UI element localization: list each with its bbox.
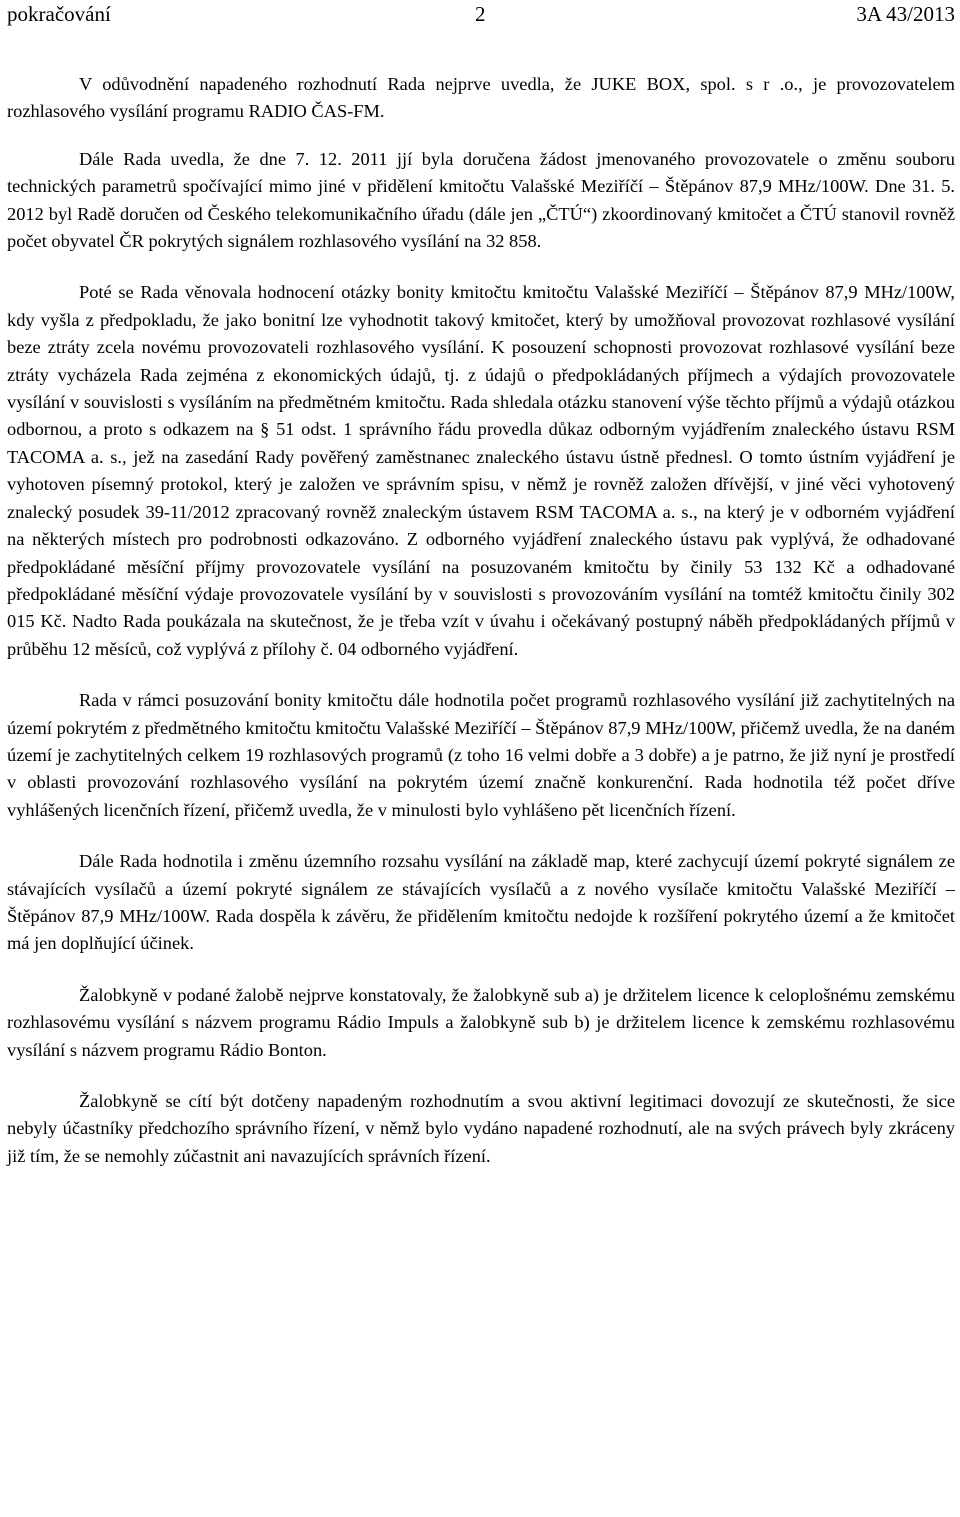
page-number: 2 [475,2,486,26]
paragraph-justification-intro: V odůvodnění napadeného rozhodnutí Rada nejprve uvedla, že JUKE BOX, spol. s r .o., je provozovatelem rozhlasového vysílání programu RADIO ČAS-FM. [7,74,955,122]
paragraph-program-count: Rada v rámci posuzování bonity kmitočtu dále hodnotila počet programů rozhlasového vysílání již zachytitelných na území pokrytém z předmětného kmitočtu kmitočtu Valašské Meziříčí – Štěpánov 87,9 MHz/100W, přičemž uvedla, že na daném území je zachytitelných celkem 19 rozhlasových programů (z toho 16 velmi dobře a 3 dobře) a je patrno, že již nyní je prostředí v oblasti provozování rozhlasového vysílání na pokrytém území značně konkurenční. Rada hodnotila též počet dříve vyhlášených licenčních řízení, přičemž uvedla, že v minulosti bylo vyhlášeno pět licenčních řízení. [7,690,955,820]
page-header [7,0,955,30]
paragraph-plaintiffs-standing: Žalobkyně se cítí být dotčeny napadeným rozhodnutím a svou aktivní legitimaci dovozují ze skutečnosti, že sice nebyly účastníky předchozího správního řízení, v němž bylo vydáno napadené rozhodnutí, ale na svých právech byly zkráceny již tím, že se nemohly zúčastnit ani navazujících správních řízení. [7,1091,955,1166]
case-number: 3A 43/2013 [856,2,955,26]
paragraph-frequency-value-assessment: Poté se Rada věnovala hodnocení otázky bonity kmitočtu kmitočtu Valašské Meziříčí – Štěpánov 87,9 MHz/100W, kdy vyšla z předpokladu, že jako bonitní lze vyhodnotit takový kmitočet, který by umožňoval provozovat rozhlasové vysílání beze ztráty zcela novému provozovateli rozhlasového vysílání. K posouzení schopnosti provozovat rozhlasové vysílání beze ztráty vycházela Rada zejména z ekonomických údajů, tj. z údajů o předpokládaných příjmech a výdajích provozovatele vysílání v souvislosti s vysíláním na předmětném kmitočtu. Rada shledala otázku stanovení výše těchto příjmů a výdajů otázkou odbornou, a proto s odkazem na § 51 odst. 1 správního řádu provedla důkaz odborným vyjádřením znaleckého ústavu RSM TACOMA a. s., jež na zasedání Rady pověřený zaměstnanec znaleckého ústavu ústně přednesl. O tomto ústním vyjádření je vyhotoven písemný protokol, který je založen ve správním spisu, v němž je rovněž založen dřívější, v jiné věci vyhotovený znalecký posudek 39-11/2012 zpracovaný rovněž znaleckým ústavem RSM TACOMA a. s., na který je v odborném vyjádření na některých místech pro podrobnosti odkazováno. Z odborného vyjádření znaleckého ústavu pak vyplývá, že odhadované předpokládané měsíční příjmy provozovatele vysílání na posuzovaném kmitočtu by činily 53 132 Kč a odhadované předpokládané měsíční výdaje provozovatele vysílání by v souvislosti s provozováním vysílání na tomtéž kmitočtu činily 302 015 Kč. Nadto Rada poukázala na skutečnost, že je třeba vzít v úvahu i očekávaný postupný náběh předpokládaných příjmů v průběhu 12 měsíců, což vyplývá z přílohy č. 04 odborného vyjádření. [7,282,955,659]
header-continuation-label: pokračování [7,2,111,26]
paragraph-request-details: Dále Rada uvedla, že dne 7. 12. 2011 jjí byla doručena žádost jmenovaného provozovatele o změnu souboru technických parametrů spočívající mimo jiné v přidělení kmitočtu Valašské Meziříčí – Štěpánov 87,9 MHz/100W. Dne 31. 5. 2012 byl Radě doručen od Českého telekomunikačního úřadu (dále jen „ČTÚ“) zkoordinovaný kmitočet a ČTÚ stanovil rovněž počet obyvatel ČR pokrytých signálem rozhlasového vysílání na 32 858. [7,148,955,252]
document-page [7,0,955,1170]
paragraph-coverage-change: Dále Rada hodnotila i změnu územního rozsahu vysílání na základě map, které zachycují území pokryté signálem ze stávajících vysílačů a území pokryté signálem ze stávajících vysílačů a z nového vysílače kmitočtu Valašské Meziříčí – Štěpánov 87,9 MHz/100W. Rada dospěla k závěru, že přidělením kmitočtu nedojde k rozšíření pokrytého území a že kmitočet má jen doplňující účinek. [7,851,955,954]
paragraph-plaintiffs-licences: Žalobkyně v podané žalobě nejprve konstatovaly, že žalobkyně sub a) je držitelem licence k celoplošnému zemskému rozhlasovému vysílání s názvem programu Rádio Impuls a žalobkyně sub b) je držitelem licence k zemskému rozhlasovému vysílání s názvem programu Rádio Bonton. [7,984,955,1060]
